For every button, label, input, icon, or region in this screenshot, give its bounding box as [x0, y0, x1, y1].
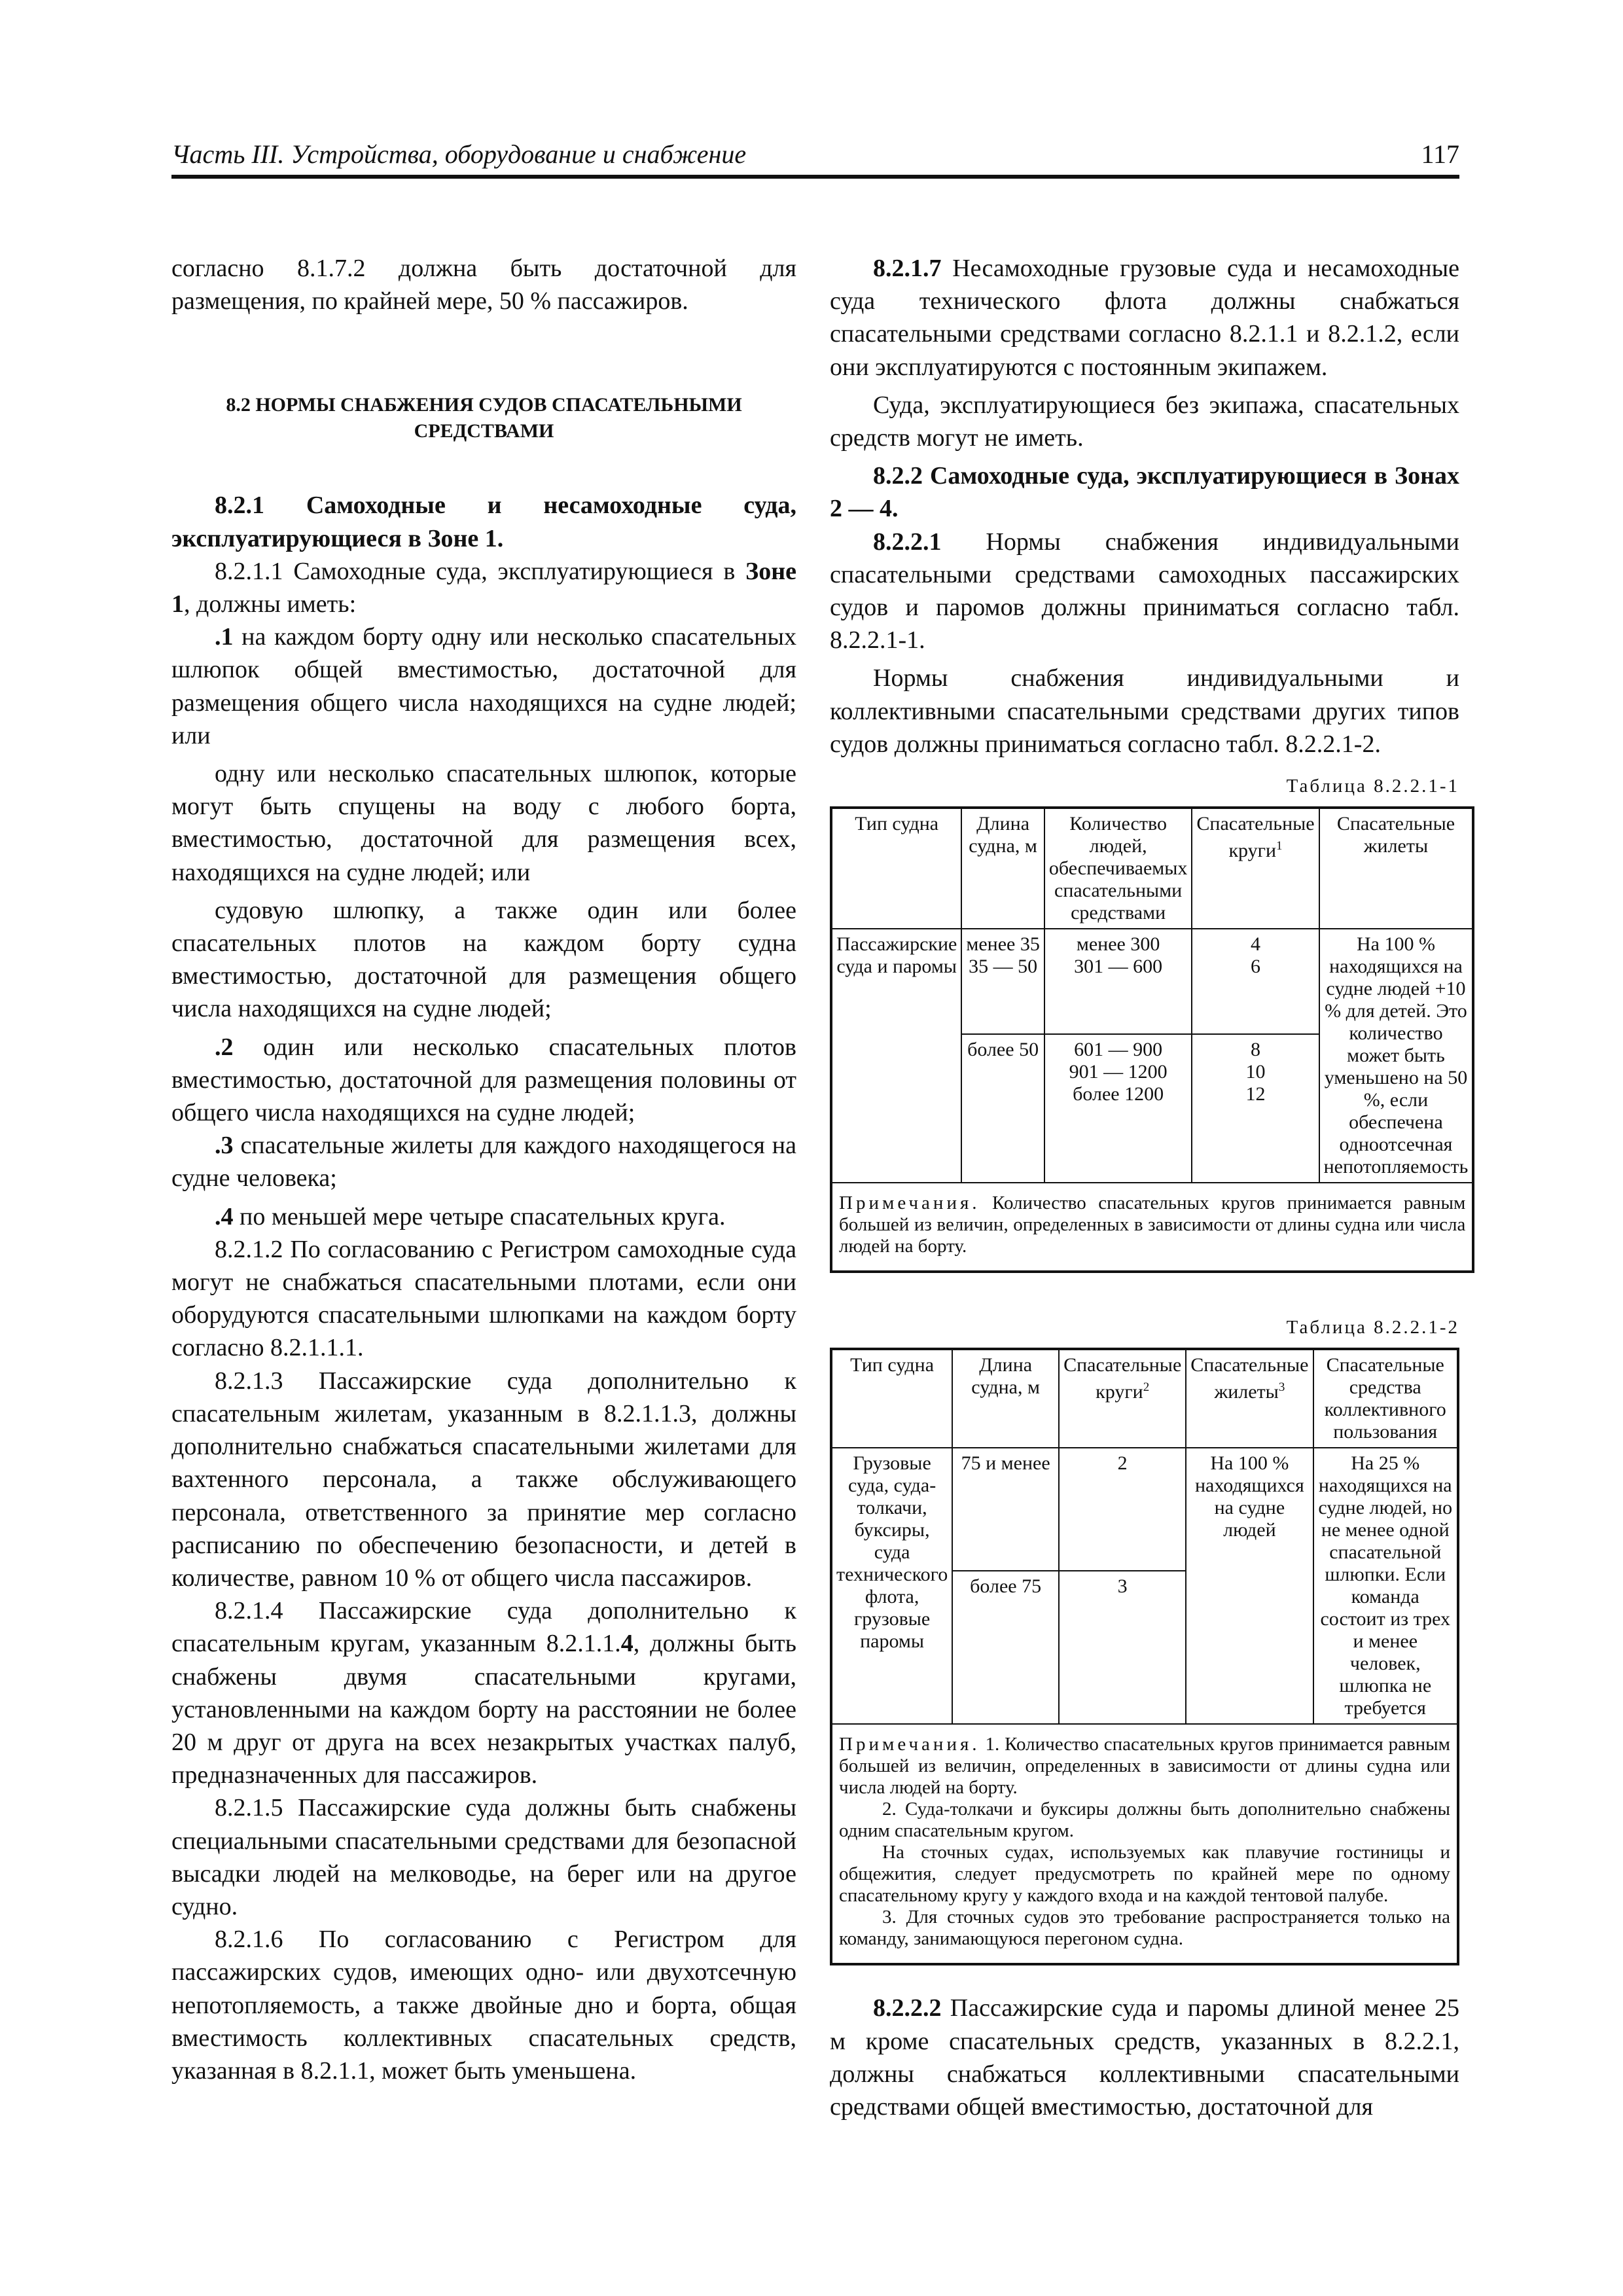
table-2-caption: Таблица 8.2.2.1-2 — [1286, 1317, 1459, 1338]
table-note-row: Примечания. Количество спасательных кругов принимается равным большей из величин, определенных в зависимости от длины судна или числа людей на борту. — [831, 1183, 1473, 1272]
item-3: .3 спасательные жилеты для каждого находящегося на судне человека; — [171, 1132, 796, 1193]
item-1-alt-a: одну или несколько спасательных шлюпок, которые могут быть спущены на воду с любого борта, вместимостью, достаточной для размещения всех, находящихся на судне людей; или — [171, 760, 796, 886]
right-column — [830, 252, 1469, 2123]
table-row: Грузовые суда, суда-толкачи, буксиры, суда технического флота, грузовые паромы 75 и менее 2 На 100 % находящихся на судне людей На 25 % находящихся на судне людей, но не менее одной спасательной шлюпки. Если команда состоит из трех и менее человек, шлюпка не требуется — [831, 1448, 1458, 1571]
clause-number: 8.2.1.1 — [215, 557, 283, 585]
table-header-row: Тип судна Длина судна, м Количество людей, обеспечиваемых спасательными средствами Спасательные круги$^1$ Спасательные жилеты — [831, 808, 1473, 929]
table-header-row: Тип судна Длина судна, м Спасательные круги$^2$ Спасательные жилеты$^3$ Спасательные средства коллективного пользования — [831, 1349, 1458, 1448]
paragraph-8-2-2-1: 8.2.2.1 Нормы снабжения индивидуальными спасательными средствами самоходных пассажирских судов и паромов должны приниматься согласно табл. 8.2.2.1-1. — [830, 528, 1459, 655]
table-1-caption: Таблица 8.2.2.1-1 — [1286, 776, 1459, 797]
paragraph-other-ships: Нормы снабжения индивидуальными и коллективными спасательными средствами других типов судов должны приниматься согласно табл. 8.2.2.1-2. — [830, 664, 1459, 758]
header-title: Часть III. Устройства, оборудование и снабжение — [171, 139, 747, 169]
subsection-heading-8-2-1: 8.2.1 Самоходные и несамоходные суда, эксплуатирующиеся в Зоне 1. — [171, 492, 796, 552]
zone-label: Зоне 1 — [171, 557, 796, 619]
running-header — [171, 141, 1459, 179]
paragraph-8-2-1-1: 8.2.1.1 Самоходные суда, эксплуатирующиеся в Зоне 1, должны иметь: — [171, 557, 796, 619]
table-8-2-2-1-1 — [830, 806, 1474, 1273]
item-2: .2 один или несколько спасательных плотов вместимостью, достаточной для размещения половины от общего числа находящихся на судне людей; — [171, 1033, 796, 1127]
table-8-2-2-1-2 — [830, 1348, 1459, 1965]
paragraph-8-2-1-6: 8.2.1.6 По согласованию с Регистром для пассажирских судов, имеющих одно- или двухотсечную непотопляемость, а также двойные дно и борта, общая вместимость коллективных спасательных средств, указанная в 8.2.1.1, может быть уменьшена. — [171, 1926, 796, 2085]
paragraph-8-2-2-2: 8.2.2.2 Пассажирские суда и паромы длиной менее 25 м кроме спасательных средств, указанных в 8.2.2.1, должны снабжаться коллективными спасательными средствами общей вместимостью, достаточной для — [830, 1994, 1459, 2121]
page-number: 117 — [1421, 139, 1459, 169]
table-row: более 75 3 — [831, 1571, 1458, 1724]
paragraph-8-2-1-3: 8.2.1.3 Пассажирские суда дополнительно к спасательным жилетам, указанным в 8.2.1.1.3, должны дополнительно снабжаться спасательными жилетами для вахтенного персонала, а также обслуживающего персонала, ответственного за принятие мер согласно расписанию по обеспечению безопасности, и детей в количестве, равном 10 % от общего числа пассажиров. — [171, 1367, 796, 1592]
paragraph-continued: согласно 8.1.7.2 должна быть достаточной для размещения, по крайней мере, 50 % пассажиров. — [171, 255, 796, 315]
item-1-alt-b: судовую шлюпку, а также один или более спасательных плотов на каждом борту судна вместимостью, достаточной для размещения общего числа находящихся на судне людей; — [171, 896, 796, 1023]
paragraph-no-crew: Суда, эксплуатирующиеся без экипажа, спасательных средств могут не иметь. — [830, 391, 1459, 452]
paragraph-8-2-1-4: 8.2.1.4 Пассажирские суда дополнительно к спасательным кругам, указанным 8.2.1.1.4, должны быть снабжены двумя спасательными кругами, установленными на каждом борту на расстоянии не более 20 м друг от друга на всех незакрытых участках палуб, предназначенных для пассажиров. — [171, 1597, 796, 1789]
item-4: .4 по меньшей мере четыре спасательных круга. — [215, 1202, 726, 1230]
section-heading: 8.2 НОРМЫ СНАБЖЕНИЯ СУДОВ СПАСАТЕЛЬНЫМИ СРЕДСТВАМИ — [226, 394, 742, 442]
left-column — [171, 252, 796, 2087]
paragraph-8-2-1-2: 8.2.1.2 По согласованию с Регистром самоходные суда могут не снабжаться спасательными плотами, если они оборудуются спасательными шлюпками на каждом борту согласно 8.2.1.1.1. — [171, 1235, 796, 1362]
table-note-row: Примечания. 1. Количество спасательных кругов принимается равным большей из величин, определенных в зависимости от длины судна или числа людей на борту. 2. Суда-толкачи и буксиры должны быть дополнительно снабжены одним спасательным кругом. На сточных судах, используемых как плавучие гостиницы и общежития, следует предусмотреть по крайней мере по одному спасательному кругу у каждого входа и на каждой тентовой палубе. 3. Для сточных судов это требование распространяется только на команду, занимающуюся перегоном судна. — [831, 1724, 1458, 1964]
paragraph-8-2-1-7: 8.2.1.7 Несамоходные грузовые суда и несамоходные суда технического флота должны снабжаться спасательными средствами согласно 8.2.1.1 и 8.2.1.2, если они эксплуатируются с постоянным экипажем. — [830, 255, 1459, 381]
subsection-heading-8-2-2: 8.2.2 Самоходные суда, эксплуатирующиеся в Зонах 2 — 4. — [830, 462, 1459, 523]
item-1: .1 на каждом борту одну или несколько спасательных шлюпок общей вместимостью, достаточной для размещения общего числа находящихся на судне людей; или — [171, 623, 796, 749]
table-row: Пассажирские суда и паромы менее 35 35 — 50 менее 300 301 — 600 4 6 На 100 % находящихся на судне людей +10 % для детей. Это количество может быть уменьшено на 50 %, если обеспечена одноотсечная непотопляемость — [831, 929, 1473, 1034]
paragraph-8-2-1-5: 8.2.1.5 Пассажирские суда должны быть снабжены специальными спасательными средствами для безопасной высадки людей на мелководье, на берег или на другое судно. — [171, 1794, 796, 1920]
table-row: более 50 601 — 900 901 — 1200 более 1200 8 10 12 — [831, 1034, 1473, 1183]
